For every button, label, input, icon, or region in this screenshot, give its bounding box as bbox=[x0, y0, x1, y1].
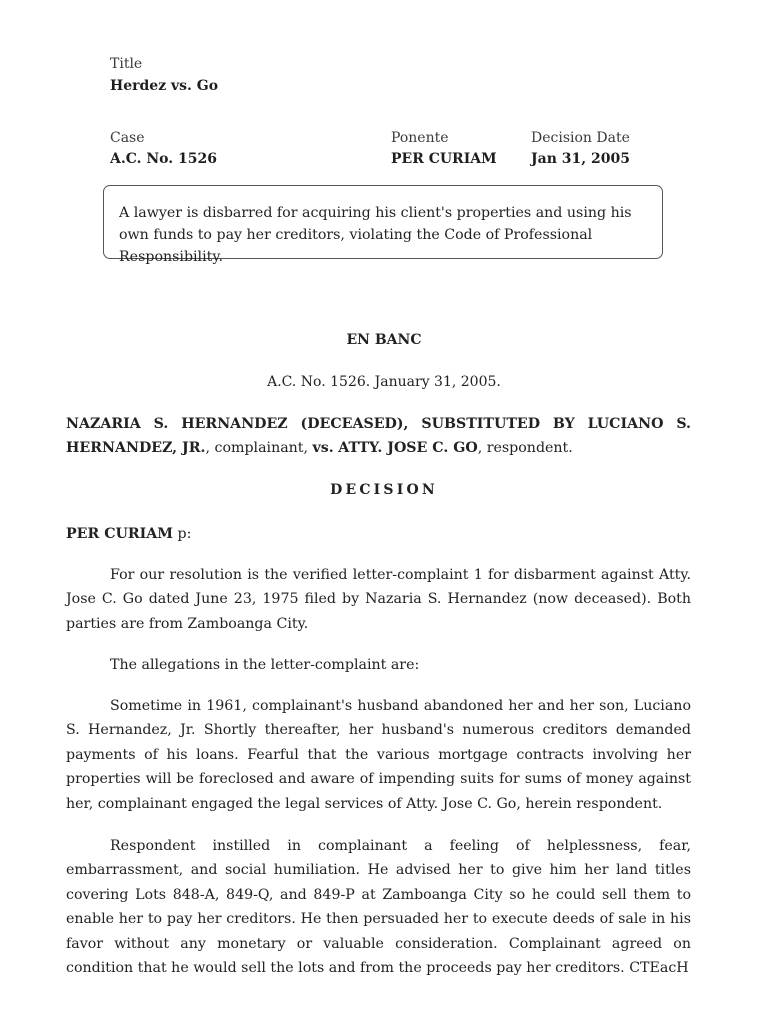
respondent-role: , respondent. bbox=[477, 440, 573, 457]
title-label: Title bbox=[110, 56, 143, 72]
parties-block bbox=[66, 412, 691, 461]
paragraph-2: The allegations in the letter-complaint are: bbox=[110, 657, 420, 673]
decision-date-value: Jan 31, 2005 bbox=[531, 151, 630, 167]
ponente-label: Ponente bbox=[391, 130, 449, 146]
per-curiam-suffix: p: bbox=[173, 526, 192, 542]
summary-box bbox=[103, 185, 663, 265]
complainant-name: NAZARIA S. HERNANDEZ (DECEASED), SUBSTITUTED BY LUCIANO S. HERNANDEZ, JR. bbox=[66, 416, 691, 457]
ponente-value: PER CURIAM bbox=[391, 151, 497, 167]
paragraph-3: Sometime in 1961, complainant's husband abandoned her and her son, Luciano S. Hernandez, Jr. Shortly thereafter, her husband's numerous creditors demanded payments of his loans. Fearful that the various mortgage contracts involving her properties will be foreclosed and aware of impending suits for sums of money against her, complainant engaged the legal services of Atty. Jose C. Go, herein respondent. bbox=[66, 698, 691, 812]
per-curiam-label: PER CURIAM bbox=[66, 526, 174, 542]
per-curiam-line bbox=[66, 522, 691, 546]
case-value: A.C. No. 1526 bbox=[110, 151, 217, 167]
case-line: A.C. No. 1526. January 31, 2005. bbox=[267, 374, 501, 390]
complainant-role: , complainant, bbox=[205, 440, 313, 457]
summary-text: A lawyer is disbarred for acquiring his client's properties and using his own funds to pay her creditors, violating the Code of Professional Responsibility. bbox=[119, 205, 632, 265]
title-value: Herdez vs. Go bbox=[110, 78, 219, 94]
respondent-name: ATTY. JOSE C. GO bbox=[338, 440, 478, 457]
vs-text: vs. bbox=[312, 440, 334, 457]
decision-heading: DECISION bbox=[330, 482, 438, 498]
decision-date-label: Decision Date bbox=[531, 130, 630, 146]
case-label: Case bbox=[110, 130, 145, 146]
paragraph-1: For our resolution is the verified letter-complaint 1 for disbarment against Atty. Jose C. Go dated June 23, 1975 filed by Nazaria S. Hernandez (now deceased). Both parties are from Zamboanga City. bbox=[66, 567, 691, 632]
paragraph-4: Respondent instilled in complainant a feeling of helplessness, fear, embarrassment, and social humiliation. He advised her to give him her land titles covering Lots 848-A, 849-Q, and 849-P at Zamboanga City so he could sell them to enable her to pay her creditors. He then persuaded her to execute deeds of sale in his favor without any monetary or valuable consideration. Complainant agreed on condition that he would sell the lots and from the proceeds pay her creditors. CTEacH bbox=[66, 838, 691, 977]
court-heading: EN BANC bbox=[346, 332, 422, 348]
